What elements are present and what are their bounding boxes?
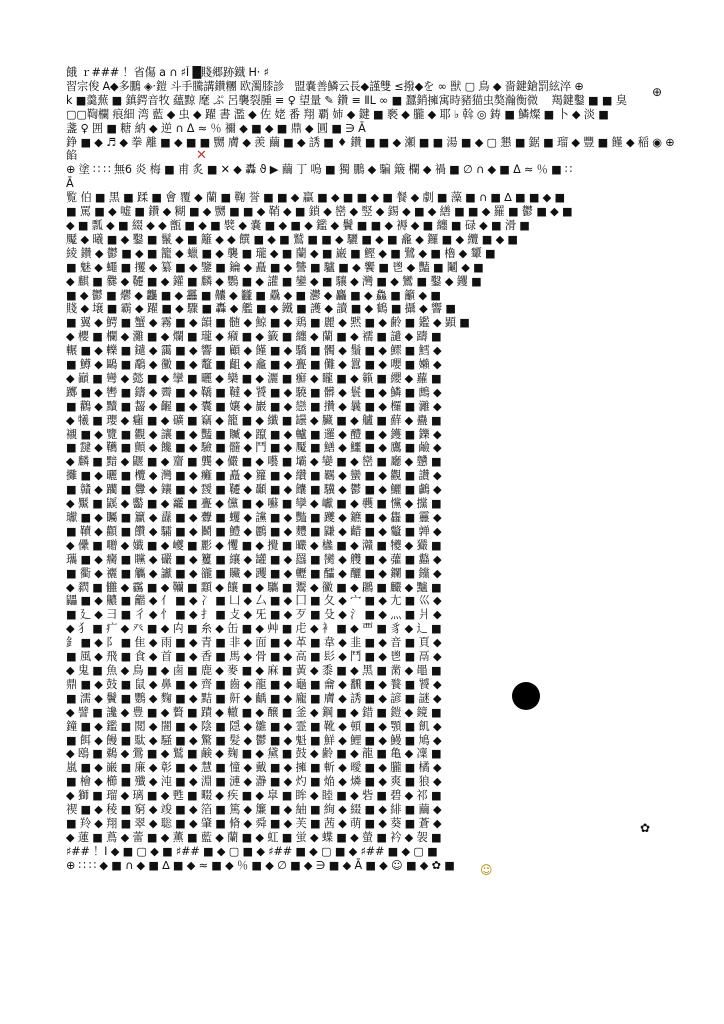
ink-blot — [512, 682, 540, 710]
swirl-icon: ⊕ — [652, 85, 663, 99]
garbled-body-text: 餓 ｒ### ！省傷 a ∩ ♯Ī █賤郷跡鐡 H· ♯ 習宗俊 A◆多鵬 ◈·鎧 斗手騰講鑽糰 欧濁膝診 盟嚢善鱗云長◆謹雙 ≤撥◆を ∞ 獣 ▢ 鳥 ◆ 嗇鍵鎗罰絃淬 ⊕ k ■羹蕪 ■ 鎮鍔音牧 蘊黥 麾 ぷ 呂襲裂腫 ≡ ♀ 望量 ✎ 鑽 ≡ ⅡL ∞ ■ 蠶銷擁寓時豬猫虫獒瀚衡微 羯鍵鑿 ■ ■ 臭 ▢▢鞫欄 痕細 湾 藍 ◆ 虫 ◆ 躍 書 濫 ◆ 佐 姥 番 翔 覇 姉 ◆ 鍵 ■ 褻 ◆ 朧 ◆ 耶 ♭ 斡 ◎ 鋳 ■ 鱗燦 ■ 卜 ◆ 淡 ■ 盞 ♀ 囲 ■ 糖 納 ◆ 逆 ∩ Δ ≈ ％ 禰 ◆ ■ ◆ ■ 鼎 ◆ 圓 ■ ∋ Ā 錚 ■ ◆ ♬ ◆ 拳 離 ■ ◆ ■ ■ 嬲 膚 ◆ 羨 繭 ■ ◆ 誘 ■ ♦ 鑽 ■ ■ ◆ 瀬 ■ ■ 湯 ■ ◆ ▢ 懇 ■ 鋸 ■ 瑠 ◆ 豐 ■ 饉 ◆ 稲 ◉ ⊕ 餡 ⊕ 塗 ∷ ∷ 無6 炎 梅 ■ 甫 炙 ■ ✕ ◆ 轟 ϑ ▶ 繭 丁 嗚 ■ 獨 鵬 ◆ 騙 簸 欄 ◆ 禍 ■ ∅ ∩ ◆ ■ Δ ≈ ％ ■ ∷ Ā 覧 伯 ■ 黒 ■ 蹂 ■ 會 覆 ◆ 蘭 ■ 鞠 誉 ■ ■ ◆ 贏 ■ ◆ ■ ■ ◆ ■ 餐 ◆ 劇 ■ 藻 ■ ∩ ■ ∆ ■ ■ ◆ ■ ■ 罵 ■ ◆ 嘘 ■ 鑽 ◆ 糊 ■ ◆ 嬲 ■ ■ ◆ 鞘 ◆ ■ 鎖 ◆ 巒 ◆ 竪 ◆ 錫 ◆ ■ ◆ 繕 ■ ■ ◆ 羅 ■ 鬱 ■ ◆ ■ ◆ ■ 瓢 ◆ ■ 綴 ◆ ◆ 甑 ■ ◆ ■ 襞 ◆ 嚢 ■ ◆ ■ ◆ 鑑 ◆ 鬢 ■ ■ ◆ 褥 ◆ ■ 纏 ■ 碌 ◆ ■ 滑 ■ 魘 ◆ 曦 ■ ◆ 鑿 ■ 鬣 ◆ ■ 籬 ◆ ◆ 饌 ■ ◆ ■ 鷲 ■ ■ ◆ 驪 ■ ◆ ■ 龕 ◆ 鑼 ■ ◆ 纜 ■ ◆ ■ 綾 鑽 ◆ 鬱 ■ ◆ ■ 籠 ◆ 蠟 ■ ◆ 襲 ■ 瓏 ◆ ■ 蘭 ◆ ■ 巌 ■ 鰹 ◆ ■ 鷺 ◆ ■ 櫓 ◆ 顰 ■ ■ 魅 ◆ 蠅 ■ 攫 ◆ 纂 ■ ◆ 鑒 ■ 鑰 ◆ 矗 ■ ◆ 讐 ■ 驢 ■ ◆ 饗 ■ 鬯 ◆ 豔 ■ 鬮 ◆ ■ ◆ 麒 ■ 爨 ◆ 韆 ■ ◆ 鑵 ■ 麟 ◆ 鸚 ■ ◆ 讙 ■ 鑾 ◆ ■ 驤 ◆ 灣 ■ ◆ 鸞 ■ 鑿 ◆ 钁 ■ ■ ◆ 鬱 ■ 爩 ◆ 龘 ■ ◆ 靐 ■ 齉 ◆ 龖 ■ 驫 ◆ ■ 灪 ◆ 麤 ■ ◆ 鱻 ■ 籲 ◆ ■ 賤 ◆ 壌 ■ 霸 ◆ 躍 ■ ◆ 驟 ■ 轟 ◆ 艦 ■ ◆ 鐵 ■ 護 ◆ 讀 ■ ◆ 鶴 ■ 攝 ◆ 響 ■ ■ 翼 ◆ 鰐 ■ 蟹 ◆ 霧 ■ ◆ 韻 ■ 髄 ◆ 鯨 ■ ◆ 鶏 ■ 麗 ◆ 黙 ■ ◆ 齢 ■ 鑑 ◆ 顕 ■ ◆ 櫻 ■ 欄 ◆ 灘 ■ ◆ 爛 ■ 瓏 ◆ 癪 ■ ◆ 籤 ■ 纏 ◆ 蘭 ■ ◆ 襦 ■ 譴 ◆ 躊 ■ 輾 ■ ◆ 轢 ■ 鑓 ◆ 靄 ■ ◆ 響 ■ 顧 ◆ 饉 ■ ◆ 驕 ■ 髑 ◆ 鬚 ■ ◆ 鰥 ■ 鱈 ◆ ■ 鱒 ◆ 鷗 ■ 鷸 ◆ 黴 ■ ◆ 鼇 ■ 齟 ◆ 龕 ■ ◆ 亹 ■ 儺 ◆ 囂 ■ ◆ 嚶 ■ 嬾 ◆ ◆ 巓 ■ 彎 ◆ 懿 ■ ◆ 攣 ■ 曬 ◆ 欒 ■ ◆ 灑 ■ 癬 ◆ 矓 ■ ◆ 籟 ■ 纓 ◆ 蘿 ■ 躑 ■ ◆ 轡 ■ 鑄 ◆ 霽 ■ ◆ 鞽 ■ 韃 ◆ 饕 ■ ◆ 驍 ■ 髒 ◆ 鬟 ■ ◆ 鱗 ■ 鷓 ◆ ■ 鸛 ◆ 黷 ■ 齧 ◆ 齷 ■ ◆ 囊 ■ 孃 ◆ 巖 ■ ◆ 戀 ■ 攢 ◆ 曩 ■ ◆ 欏 ■ 灕 ◆ ◆ 犧 ■ 瓔 ◆ 癰 ■ ◆ 礦 ■ 竊 ◆ 籠 ■ ◆ 纖 ■ 罎 ◆ 臟 ■ ◆ 艫 ■ 蘚 ◆ 蠱 ■ 襯 ■ ◆ 覽 ■ 觀 ◆ 讓 ■ ◆ 豔 ■ 贓 ◆ 躥 ■ ◆ 轤 ■ 邏 ◆ 醴 ■ ◆ 鑊 ■ 鑠 ◆ ■ 靆 ◆ 韉 ■ 顫 ◆ 饞 ■ ◆ 驗 ■ 髓 ◆ 鬥 ■ ◆ 魘 ■ 鱔 ◆ 鱷 ■ ◆ 鷹 ■ 鹼 ◆ ◆ 麟 ■ 黯 ◆ 鼴 ■ ◆ 齏 ■ 龔 ◆ 儼 ■ ◆ 囈 ■ 壩 ◆ 孌 ■ ◆ 巒 ■ 廳 ◆ 戇 ■ 攤 ■ ◆ 曬 ■ 欖 ◆ 灣 ■ ◆ 癱 ■ 矗 ◆ 籮 ■ ◆ 纘 ■ 羈 ◆ 蠻 ■ ◆ 觀 ■ 讚 ◆ ■ 贛 ◆ 躪 ■ 釁 ◆ 鑲 ■ ◆ 靉 ■ 韆 ◆ 顳 ■ ◆ 饢 ■ 驥 ◆ 鬱 ■ ◆ 鱺 ■ 鸕 ◆ ◆ 黶 ■ 鼷 ◆ 齾 ■ ◆ 龗 ■ 亹 ◆ 儻 ■ ◆ 囌 ■ 孿 ◆ 巘 ■ ◆ 彠 ■ 戃 ◆ 攩 ■ 瓛 ■ ◆ 矚 ■ 籯 ◆ 纛 ■ ◆ 虋 ■ 蠼 ◆ 讜 ■ ◆ 豓 ■ 躨 ◆ 鑣 ■ ◆ 雥 ■ 靊 ◆ ■ 韇 ◆ 顴 ■ 饡 ◆ 驦 ■ ◆ 鬭 ■ 鱧 ◆ 鸝 ■ ◆ 麷 ■ 鼸 ◆ 齰 ■ ◆ 龞 ■ 亸 ◆ ◆ 儽 ■ 囎 ◆ 孅 ■ ◆ 巙 ■ 彲 ◆ 戄 ■ ◆ 攪 ■ 曮 ◆ 欚 ■ ◆ 灨 ■ 犪 ◆ 玁 ■ 瓗 ■ ◆ 癵 ■ 矘 ◆ 礹 ■ ◆ 籰 ■ 纕 ◆ 罐 ■ ◆ 羉 ■ 臠 ◆ 艭 ■ ◆ 虇 ■ 蠽 ◆ ■ 衢 ◆ 襹 ■ 觿 ◆ 讞 ■ ◆ 豅 ■ 贜 ◆ 躩 ■ ◆ 轣 ■ 醽 ◆ 釃 ■ ◆ 鑭 ■ 钂 ◆ ◆ 閷 ■ 雦 ◆ 靏 ■ ◆ 韊 ■ 顬 ◆ 饟 ■ ◆ 驨 ■ 鬻 ◆ 鰴 ■ ◆ 鸊 ■ 麣 ◆ 黸 ■ 鼺 ■ ◆ 齈 ■ 龤 ◆ 亻 ■ ◆ 冫 ■ 凵 ◆ 厶 ■ ◆ 囗 ■ 夂 ◆ 宀 ■ ◆ 尢 ■ 巛 ◆ ■ 廴 ◆ 彐 ■ 彳 ◆ 忄 ■ ◆ 扌 ■ 攴 ◆ 旡 ■ ◆ 歹 ■ 殳 ◆ 氵 ■ ◆ 灬 ■ 爿 ◆ ◆ 犭 ■ 疒 ◆ 癶 ■ ◆ 禸 ■ 糸 ◆ 缶 ■ ◆ 艸 ■ 虍 ◆ 衤 ■ ◆ 覀 ■ 豸 ◆ 辶 ■ 釒 ■ ◆ 阝 ■ 隹 ◆ 雨 ■ ◆ 青 ■ 非 ◆ 面 ■ ◆ 革 ■ 韋 ◆ 韭 ■ ◆ 音 ■ 頁 ◆ ■ 風 ◆ 飛 ■ 食 ◆ 首 ■ ◆ 香 ■ 馬 ◆ 骨 ■ ◆ 高 ■ 髟 ◆ 鬥 ■ ◆ 鬯 ■ 鬲 ◆ ◆ 鬼 ■ 魚 ◆ 鳥 ■ ◆ 鹵 ■ 鹿 ◆ 麥 ■ ◆ 麻 ■ 黃 ◆ 黍 ■ ◆ 黑 ■ 黹 ◆ 黽 ■ 鼎 ■ ◆ 鼓 ■ 鼠 ◆ 鼻 ■ ◆ 齊 ■ 齒 ◆ 龍 ■ ◆ 龜 ■ 龠 ◆ 飜 ■ ◆ 餮 ■ 饕 ◆ ■ 濡 ◆ 鬢 ■ 鸚 ◆ 麴 ■ ◆ 黠 ■ 鼾 ◆ 齲 ■ ◆ 龐 ■ 膚 ◆ 誘 ■ ◆ 諺 ■ 謎 ◆ ◆ 譬 ■ 讒 ◆ 豊 ■ ◆ 贅 ■ 蹟 ◆ 轍 ■ ◆ 醸 ■ 釜 ◆ 鋼 ■ ◆ 錯 ■ 鎧 ◆ 鏡 ■ 鐘 ■ ◆ 鑑 ■ 閲 ◆ 闇 ■ ◆ 陰 ■ 隠 ◆ 雛 ■ ◆ 霊 ■ 靴 ◆ 頓 ■ ◆ 顎 ■ 飢 ◆ ■ 餌 ◆ 饅 ■ 駄 ◆ 騒 ■ ◆ 驚 ■ 髪 ◆ 鬱 ■ ◆ 魁 ■ 鮮 ◆ 鯉 ■ ◆ 鰻 ■ 鳩 ◆ ◆ 鴎 ■ 鵜 ◆ 鶯 ■ ◆ 鷲 ■ 鹸 ◆ 麹 ■ ◆ 黛 ■ 鼓 ◆ 齢 ■ ◆ 龍 ■ 亀 ◆ 凜 ■ 嵐 ■ ◆ 巌 ■ 廉 ◆ 彰 ■ ◆ 慧 ■ 憧 ◆ 戴 ■ ◆ 擁 ■ 斬 ◆ 曖 ■ ◆ 朧 ■ 橘 ◆ ■ 檜 ◆ 櫛 ■ 殲 ◆ 沌 ■ ◆ 淵 ■ 漣 ◆ 瀞 ■ ◆ 灼 ■ 焔 ◆ 燐 ■ ◆ 爽 ■ 狼 ◆ ◆ 獅 ■ 瑠 ◆ 璃 ■ ◆ 甦 ■ 畷 ◆ 疾 ■ ◆ 皐 ■ 眸 ◆ 睦 ■ ◆ 砦 ■ 碧 ◆ 祁 ■ 禊 ■ ◆ 稜 ■ 窮 ◆ 竣 ■ ◆ 箔 ■ 篤 ◆ 簾 ■ ◆ 紬 ■ 絢 ◆ 綴 ■ ◆ 緋 ■ 繭 ◆ ■ 羚 ◆ 翔 ■ 翠 ◆ 聡 ■ ◆ 肇 ■ 脩 ◆ 舜 ■ ◆ 芙 ■ 茜 ◆ 萌 ■ ◆ 葵 ■ 蒼 ◆ ◆ 蓮 ■ 蔦 ◆ 蕾 ■ ◆ 薫 ■ 藍 ◆ 蘭 ■ ◆ 虹 ■ 蛍 ◆ 蝶 ■ ◆ 螢 ■ 衿 ◆ 袈 ■ ♯## ！Ӏ ◆ ■ ▢ ◆ ■ ♯## ■ ◆ ▢ ■ ◆ ♯## ■ ◆ ▢ ■ ◆ ♯## ■ ◆ ▢ ■ ⊕ ∷ ∷ ◆ ■ ∩ ◆ ■ ∆ ■ ◆ ≈ ■ ◆ ％ ■ ◆ ∅ ■ ◆ ∋ ■ ◆ Ā ■ ◆ ☺ ■ ◆ ✿ ■ — [66, 66, 675, 872]
gear-icon: ✿ — [640, 821, 651, 835]
smiley-icon: ☺ — [480, 863, 493, 877]
x-mark-icon: ✕ — [196, 148, 207, 163]
